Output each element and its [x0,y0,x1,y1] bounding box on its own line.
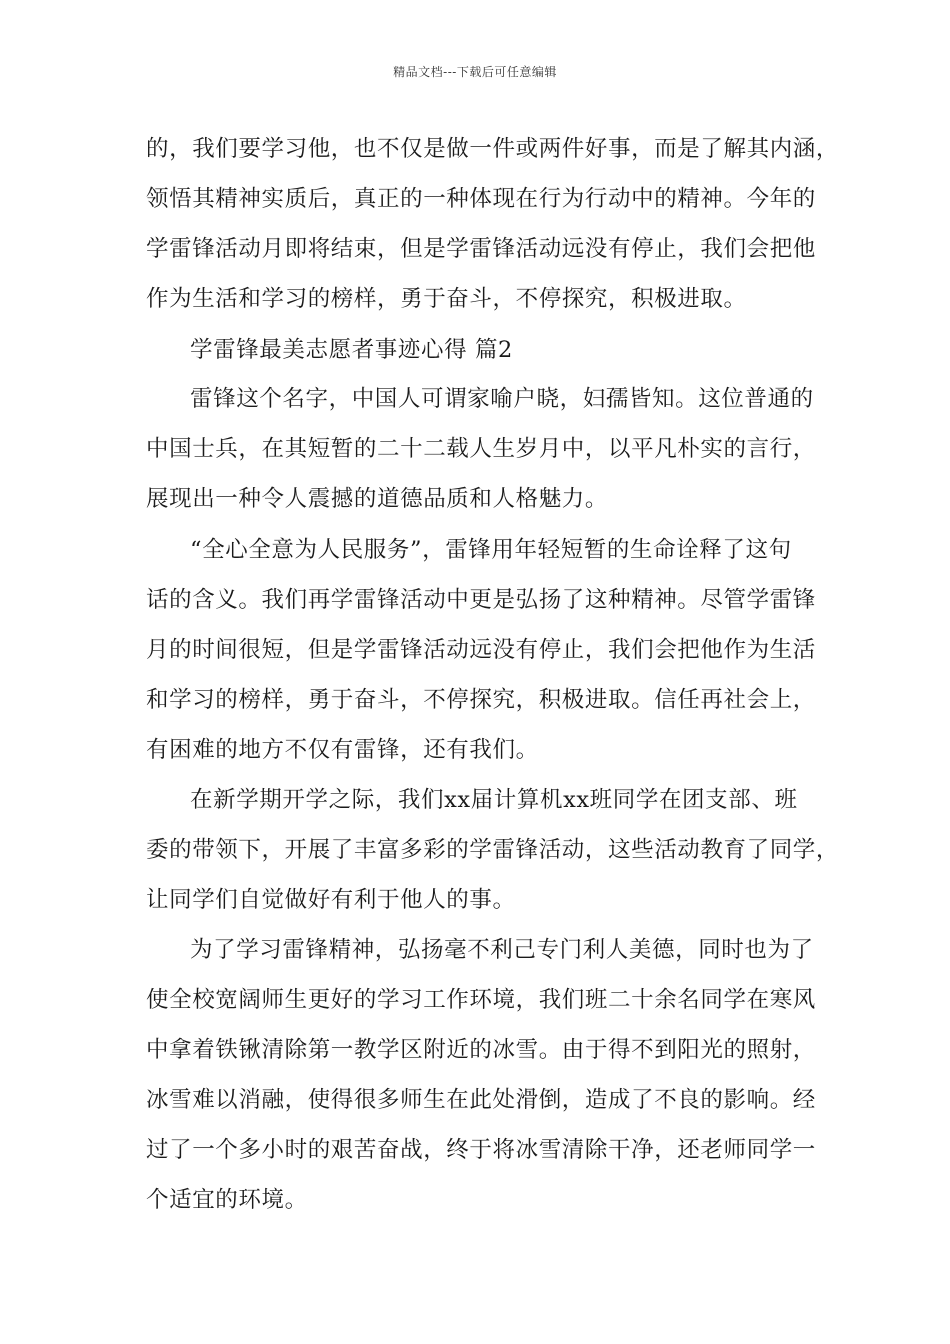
paragraph-line: 话的含义。我们再学雷锋活动中更是弘扬了这种精神。尽管学雷锋 [146,587,816,613]
paragraph-line: 让同学们自觉做好有利于他人的事。 [146,887,516,913]
paragraph-line: 有困难的地方不仅有雷锋，还有我们。 [146,737,539,763]
paragraph-line: 在新学期开学之际，我们xx届计算机xx班同学在团支部、班 [190,787,798,813]
paragraph-line: 冰雪难以消融，使得很多师生在此处滑倒，造成了不良的影响。经 [146,1087,816,1113]
paragraph-line: “全心全意为人民服务”，雷锋用年轻短暂的生命诠释了这句 [190,537,792,563]
paragraph-line: 委的带领下，开展了丰富多彩的学雷锋活动，这些活动教育了同学， [146,837,840,863]
page-header: 精品文档---下载后可任意编辑 [393,65,557,79]
paragraph-line: 使全校宽阔师生更好的学习工作环境，我们班二十余名同学在寒风 [146,987,816,1013]
paragraph-line: 过了一个多小时的艰苦奋战，终于将冰雪清除干净，还老师同学一 [146,1137,816,1163]
paragraph-line: 雷锋这个名字，中国人可谓家喻户晓，妇孺皆知。这位普通的 [190,386,814,412]
paragraph-line: 作为生活和学习的榜样，勇于奋斗，不停探究，积极进取。 [146,286,747,312]
paragraph-line: 月的时间很短，但是学雷锋活动远没有停止，我们会把他作为生活 [146,637,816,663]
paragraph-line: 的，我们要学习他，也不仅是做一件或两件好事，而是了解其内涵， [146,136,840,162]
paragraph-line: 为了学习雷锋精神，弘扬毫不利己专门利人美德，同时也为了 [190,937,814,963]
paragraph-line: 展现出一种令人震撼的道德品质和人格魅力。 [146,486,609,512]
paragraph-line: 中拿着铁锹清除第一教学区附近的冰雪。由于得不到阳光的照射， [146,1037,816,1063]
paragraph-line: 中国士兵，在其短暂的二十二载人生岁月中，以平凡朴实的言行， [146,436,816,462]
section-heading: 学雷锋最美志愿者事迹心得 篇2 [190,337,513,363]
paragraph-line: 学雷锋活动月即将结束，但是学雷锋活动远没有停止，我们会把他 [146,236,816,262]
paragraph-line: 个适宜的环境。 [146,1187,308,1213]
paragraph-line: 领悟其精神实质后，真正的一种体现在行为行动中的精神。今年的 [146,186,816,212]
paragraph-line: 和学习的榜样，勇于奋斗，不停探究，积极进取。信任再社会上， [146,687,816,713]
